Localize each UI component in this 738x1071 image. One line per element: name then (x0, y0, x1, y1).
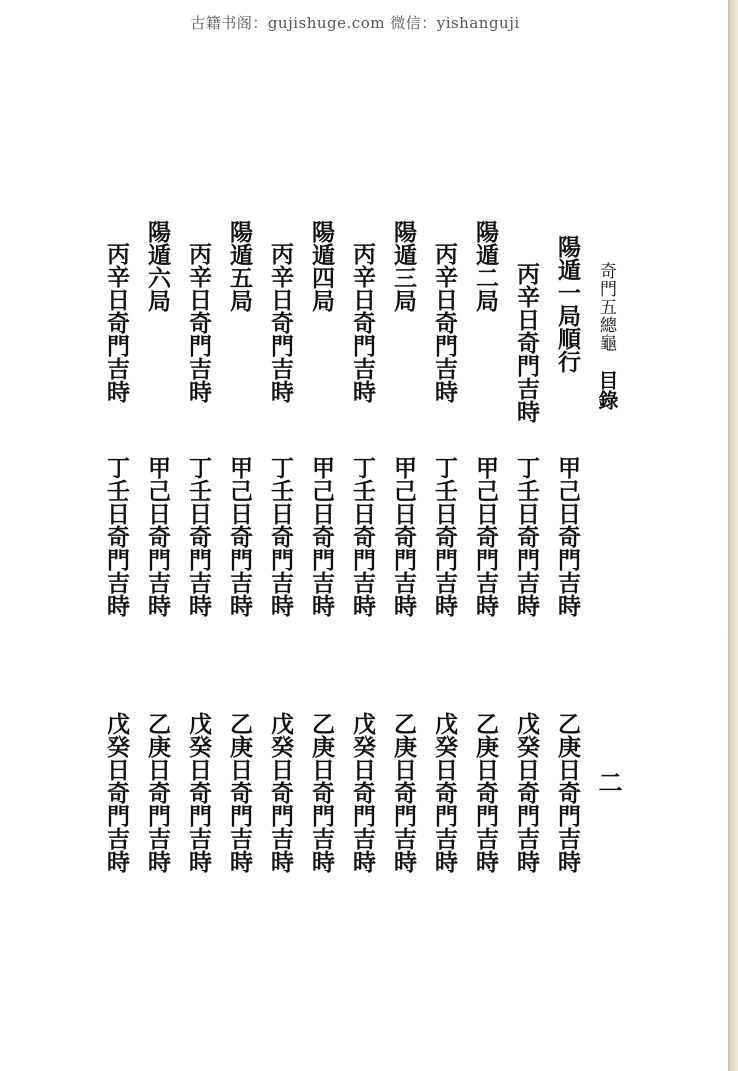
entry-bing-xin: 丙辛日奇門吉時 (431, 242, 458, 403)
heading-yang-dun-3: 陽遁三局 (390, 220, 417, 312)
heading-yang-dun-6: 陽遁六局 (144, 220, 171, 312)
entry-yi-geng: 乙庚日奇門吉時 (472, 712, 499, 873)
watermark-text: 古籍书阁：gujishuge.com 微信：yishanguji (190, 14, 520, 32)
heading-yang-dun-2: 陽遁二局 (472, 220, 499, 312)
entry-jia-ji: 甲己日奇門吉時 (554, 456, 581, 617)
section-title: 目錄 (595, 370, 619, 410)
entry-yi-geng: 乙庚日奇門吉時 (226, 712, 253, 873)
entry-bing-xin: 丙辛日奇門吉時 (267, 242, 294, 403)
entry-ding-ren: 丁壬日奇門吉時 (267, 456, 294, 617)
entry-bing-xin: 丙辛日奇門吉時 (513, 262, 540, 423)
entry-wu-gui: 戊癸日奇門吉時 (431, 712, 458, 873)
entry-ding-ren: 丁壬日奇門吉時 (185, 456, 212, 617)
book-title: 奇門五總龜 (596, 262, 616, 352)
page-number: 二 (594, 770, 623, 794)
entry-wu-gui: 戊癸日奇門吉時 (103, 712, 130, 873)
heading-yang-dun-4: 陽遁四局 (308, 220, 335, 312)
entry-bing-xin: 丙辛日奇門吉時 (185, 242, 212, 403)
entry-wu-gui: 戊癸日奇門吉時 (267, 712, 294, 873)
entry-yi-geng: 乙庚日奇門吉時 (390, 712, 417, 873)
page-edge (728, 0, 738, 1071)
entry-jia-ji: 甲己日奇門吉時 (226, 456, 253, 617)
entry-yi-geng: 乙庚日奇門吉時 (554, 712, 581, 873)
entry-ding-ren: 丁壬日奇門吉時 (431, 456, 458, 617)
entry-bing-xin: 丙辛日奇門吉時 (103, 242, 130, 403)
entry-wu-gui: 戊癸日奇門吉時 (185, 712, 212, 873)
entry-ding-ren: 丁壬日奇門吉時 (349, 456, 376, 617)
entry-wu-gui: 戊癸日奇門吉時 (513, 712, 540, 873)
entry-wu-gui: 戊癸日奇門吉時 (349, 712, 376, 873)
entry-yi-geng: 乙庚日奇門吉時 (308, 712, 335, 873)
entry-bing-xin: 丙辛日奇門吉時 (349, 242, 376, 403)
entry-yi-geng: 乙庚日奇門吉時 (144, 712, 171, 873)
heading-yang-dun-5: 陽遁五局 (226, 220, 253, 312)
entry-jia-ji: 甲己日奇門吉時 (390, 456, 417, 617)
entry-ding-ren: 丁壬日奇門吉時 (513, 456, 540, 617)
heading-yang-dun-1: 陽遁一局順行 (554, 235, 581, 373)
entry-jia-ji: 甲己日奇門吉時 (144, 456, 171, 617)
entry-ding-ren: 丁壬日奇門吉時 (103, 456, 130, 617)
entry-jia-ji: 甲己日奇門吉時 (472, 456, 499, 617)
entry-jia-ji: 甲己日奇門吉時 (308, 456, 335, 617)
